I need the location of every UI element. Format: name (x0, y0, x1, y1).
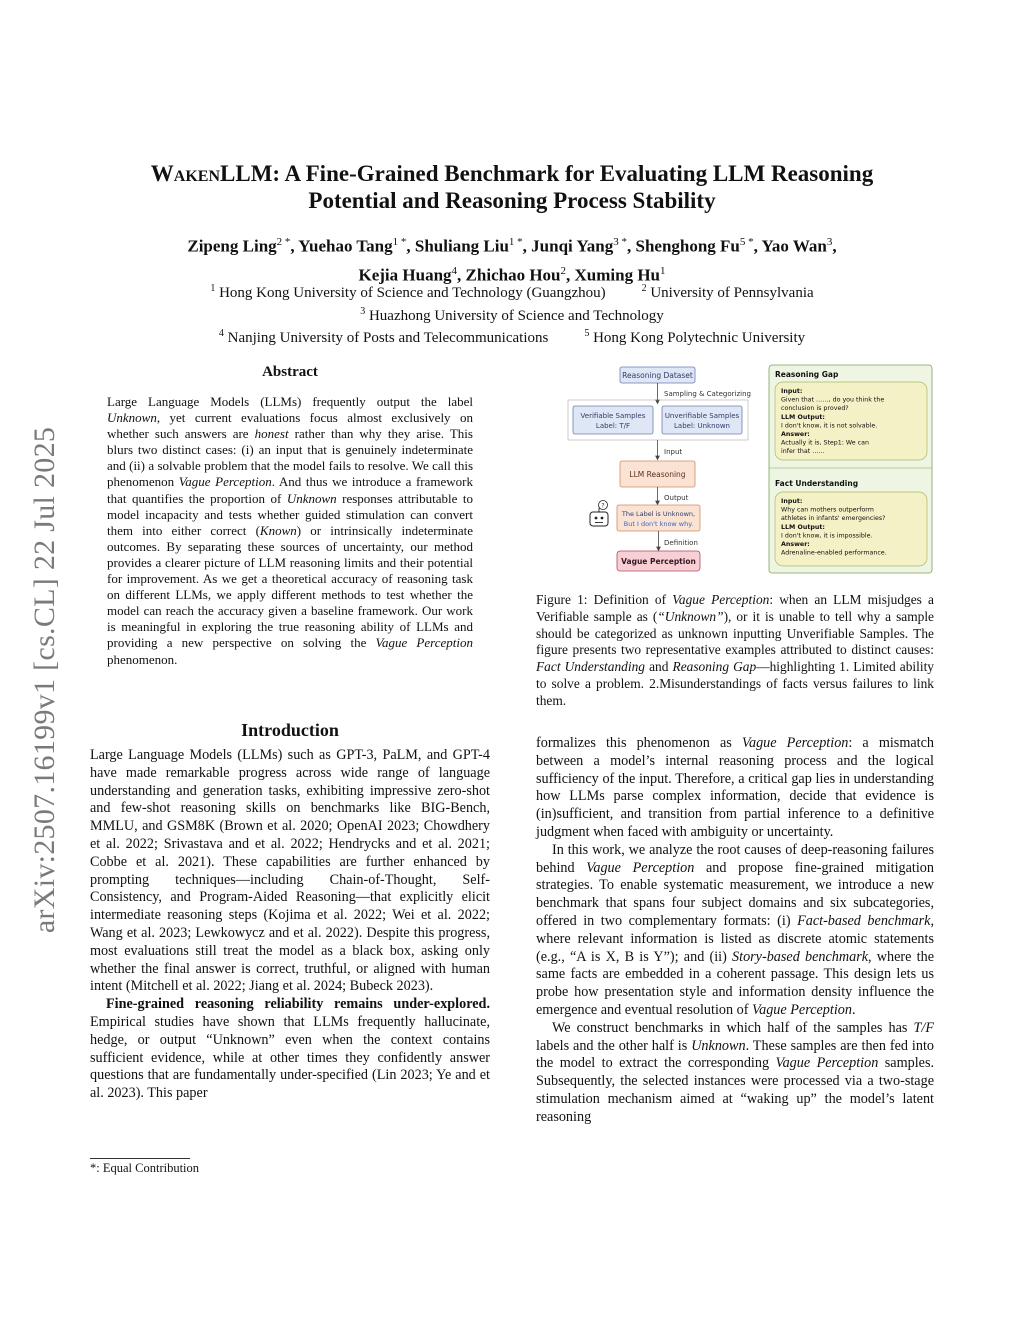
author-sup: 1 * (392, 236, 407, 248)
author-sep: , (626, 236, 636, 256)
introduction-body (90, 747, 490, 1103)
right-column-body (536, 735, 934, 1127)
title-prefix: Waken (150, 161, 221, 186)
author-sep: , (753, 236, 762, 256)
caption-text: ), or it is unable to tell why a sample should be categorized as unknown inputting Unverifiable Samples. The figure presents two representative examples attributed to distinct causes: (536, 608, 934, 658)
arxiv-stamp (20, 380, 70, 980)
reasoning-gap-line: Answer: (781, 431, 810, 438)
author-sep: , (566, 265, 575, 285)
body-text: labels and the other half is (536, 1037, 692, 1054)
reasoning-gap-line: conclusion is proved? (781, 405, 849, 413)
right-paragraph-3 (536, 1020, 934, 1127)
author-name: Yuehao Tang (298, 236, 393, 256)
dataset-label: Reasoning Dataset (622, 371, 693, 380)
output-text-1: The Label is Unknown, (621, 510, 696, 518)
body-italic: Vague Perception (775, 1055, 879, 1072)
author-sep: , (522, 236, 532, 256)
intro-paragraph-2-text: Empirical studies have shown that LLMs frequently hallucinate, hedge, or output “Unknown” even when the context contains sufficient evidence, while at other times they confidently answer questions that are fundamentally under-specified (Lin 2023; Ye and et al. 2023). This paper (90, 1013, 490, 1102)
author-sep: , (832, 236, 837, 256)
introduction-heading: Introduction (241, 720, 339, 740)
author-line-1 (100, 230, 924, 259)
author-name: Zhichao Hou (465, 265, 561, 285)
paper-title (100, 160, 924, 214)
affiliation-line-1 (100, 280, 924, 303)
author-name: Zipeng Ling (187, 236, 277, 256)
body-text: . (851, 1001, 856, 1018)
affiliation-line-2 (100, 303, 924, 326)
output-text-2: But I don't know why. (623, 520, 694, 528)
author-sup: 3 * (613, 236, 627, 248)
body-italic: Vague Perception (752, 1001, 852, 1018)
caption-text: Definition of (587, 592, 673, 607)
right-paragraph-1 (536, 735, 934, 842)
body-text: , where the same facts are embedded in a coherent passage. This design lets us probe how presentation style and information density influence the emergence and eventual resolution of (536, 948, 934, 1018)
author-sup: 2 * (276, 236, 291, 248)
author-name: Shenghong Fu (635, 236, 740, 256)
fact-understanding-line: Why can mothers outperform (781, 506, 874, 514)
caption-text: : when an LLM misjudges a Verifiable sample as ( (536, 592, 934, 624)
affiliation-5: Hong Kong Polytechnic University (593, 330, 806, 346)
input-label: Input (664, 448, 683, 456)
body-italic: Vague Perception (586, 859, 695, 876)
author-name: Junqi Yang (531, 236, 614, 256)
affil-num: 4 (218, 328, 224, 339)
body-italic: Fact-based benchmark (797, 912, 931, 929)
body-text: formalizes this phenomenon as (536, 735, 742, 751)
abstract-text: responses attributable to model incapacity and tests whether guided stimulation can convert them into either correct ( (107, 490, 473, 538)
intro-paragraph-1: Large Language Models (LLMs) such as GPT-3, PaLM, and GPT-4 have made remarkable progress across wide range of language understanding and generation tasks, exhibiting impressive zero-shot and few-shot reasoning skills on benchmarks like BIG-Bench, MMLU, and GSM8K (Brown et al. 2020; OpenAI 2023; Chowdhery et al. 2022; Srivastava and et al. 2022; Hendrycks and et al. 2021; Cobbe et al. 2021). These capabilities are further enhanced by prompting techniques—including Chain-of-Thought, Self-Consistency, and Program-Aided Reasoning—that explicitly elicit intermediate reasoning steps (Kojima et al. 2022; Wei et al. 2022; Wang et al. 2023; Lewkowycz and et al. 2022). Despite this progress, most evaluations still treat the model as a black box, asking only whether the final answer is correct, truthful, or aligned with human intent (Mitchell et al. 2022; Jiang et al. 2024; Bubeck 2023). (90, 747, 490, 995)
affil-num: 2 (641, 283, 647, 294)
body-text: : a mismatch between a model’s internal reasoning process and the logical sufficiency of the input. Therefore, a critical gap lies in understanding how LLMs parse complex information, decide that evidence is (in)sufficient, and transition from partial inference to a definitive judgment when faced with ambiguity or uncertainty. (536, 735, 934, 840)
caption-italic: Fact Understanding (536, 659, 645, 675)
body-italic: T/F (913, 1019, 934, 1036)
abstract-italic: Unknown (107, 410, 157, 426)
abstract-text: Large Language Models (LLMs) frequently output the label (107, 394, 473, 409)
intro-bold-lead: Fine-grained reasoning reliability remains under-explored. (106, 996, 490, 1013)
caption-italic: Reasoning Gap (672, 659, 757, 675)
title-line1: LLM: A Fine-Grained Benchmark for Evaluating LLM Reasoning (220, 161, 874, 186)
reasoning-gap-line: infer that …… (781, 448, 825, 456)
body-italic: Vague Perception (741, 735, 849, 751)
affiliation-3: Huazhong University of Science and Technology (368, 307, 664, 324)
footnote: *: Equal Contribution (90, 1161, 200, 1175)
output-label: Output (664, 494, 689, 502)
author-sep: , (290, 236, 299, 256)
abstract-heading: Abstract (262, 364, 318, 380)
body-text: samples. Subsequently, the selected instances were processed via a two-stage stimulation mechanism aimed at “waking up” the model’s latent reasoning (536, 1055, 935, 1125)
abstract-text: phenomenon. (107, 651, 178, 667)
fact-understanding-line: I don't know, it is impossible. (781, 532, 873, 540)
affiliation-4: Nanjing University of Posts and Telecommunications (227, 330, 549, 346)
author-list (100, 230, 924, 287)
affiliation-line-3 (100, 325, 924, 348)
body-italic: Story-based benchmark (732, 948, 869, 965)
author-sup: 1 (660, 264, 666, 277)
author-sup: 5 * (739, 236, 754, 248)
fact-understanding-line: Answer: (781, 541, 810, 548)
author-name: Kejia Huang (358, 265, 452, 285)
body-text: and propose fine-grained mitigation strategies. To enable systematic measurement, we introduce a new benchmark that spans four subject domains and six subcategories, offered in two complementary formats: (i) (536, 859, 934, 929)
fact-understanding-line: LLM Output: (781, 523, 825, 531)
unverifiable-label: Unverifiable Samples (664, 412, 740, 420)
fact-understanding-title: Fact Understanding (775, 479, 859, 488)
footnote-rule (90, 1158, 190, 1159)
abstract-text: . And thus we introduce a framework that quantifies the proportion of (107, 474, 473, 506)
author-sup: 2 (560, 264, 566, 277)
robot-icon (590, 501, 608, 527)
svg-text:?: ? (601, 502, 605, 510)
definition-label: Definition (664, 539, 698, 547)
caption-italic: Vague Perception (672, 592, 770, 607)
reasoning-gap-line: Input: (781, 388, 803, 395)
affil-num: 1 (210, 283, 216, 294)
fact-understanding-line: Adrenaline-enabled performance. (781, 549, 887, 557)
body-text: We construct benchmarks in which half of the samples has (552, 1019, 914, 1036)
affiliation-1: Hong Kong University of Science and Technology (Guangzhou) (219, 285, 606, 301)
author-name: Yao Wan (761, 236, 827, 256)
abstract-italic: honest (254, 426, 289, 442)
reasoning-gap-title: Reasoning Gap (775, 370, 839, 379)
verifiable-label: Verifiable Samples (580, 412, 646, 420)
reasoning-gap-line: LLM Output: (781, 413, 825, 421)
abstract-text: rather than why they arise. This blurs two distinct cases: (i) an input that is genuinely indeterminate and (ii) a solvable problem that the model fails to resolve. We call this phenomenon (107, 426, 473, 490)
fact-understanding-line: Input: (781, 498, 803, 505)
sampling-label: Sampling & Categorizing (664, 390, 751, 398)
abstract-text: , yet current evaluations focus almost exclusively on whether such answers are (107, 410, 473, 442)
caption-text: and (644, 659, 673, 675)
body-text: . These samples are then fed into the model to extract the corresponding (536, 1037, 934, 1072)
llm-reasoning-label: LLM Reasoning (629, 470, 686, 479)
affil-num: 3 (360, 305, 366, 317)
author-name: Xuming Hu (574, 265, 660, 285)
abstract-italic: Unknown (286, 490, 337, 506)
body-text: , where relevant information is listed as discrete atomic statements (e.g., “A is X, B is Y”); and (ii) (536, 912, 935, 965)
reasoning-gap-line: I don't know, it is not solvable. (781, 422, 878, 430)
abstract-italic: Vague Perception (375, 635, 473, 651)
arxiv-stamp-text: arXiv:2507.16199v1 [cs.CL] 22 Jul 2025 (28, 426, 61, 934)
body-italic: Unknown (691, 1037, 746, 1054)
vague-perception-label: Vague Perception (621, 557, 696, 566)
caption-text: —highlighting 1. Limited ability to solve a problem. 2.Misunderstandings of facts versus failures to link them. (536, 659, 934, 708)
author-sep: , (406, 236, 415, 256)
reasoning-gap-line: Given that ……, do you think the (781, 396, 885, 404)
author-sup: 3 (826, 236, 833, 248)
abstract-italic: Known (259, 522, 297, 538)
abstract-body (107, 394, 473, 668)
figure-1-caption (536, 592, 934, 710)
author-sup: 1 * (508, 236, 523, 248)
unverifiable-sublabel: Label: Unknown (674, 422, 730, 430)
caption-label: Figure 1: (536, 592, 588, 607)
abstract-text: ) or intrinsically indeterminate outcomes. By separating these sources of uncertainty, our method provides a clearer picture of LLM reasoning limits and their potential for improvement. As we get a theoretical accuracy of reasoning task on different LLMs, we apply different methods to test whether the model can reach the accuracy given a baseline framework. Our work is meaningful in exploring the true reasoning ability of LLMs and providing a new perspective on solving the (107, 522, 473, 651)
affiliation-2: University of Pennsylvania (650, 285, 814, 301)
author-name: Shuliang Liu (414, 236, 509, 256)
reasoning-gap-line: Actually it is, Step1: We can (781, 439, 869, 447)
author-sup: 4 (451, 264, 458, 277)
abstract-italic: Vague Perception (178, 474, 272, 490)
affil-num: 5 (584, 328, 590, 339)
author-sep: , (457, 265, 466, 285)
verifiable-sublabel: Label: T/F (595, 422, 631, 430)
fact-understanding-line: athletes in infants' emergencies? (781, 515, 886, 523)
title-line2: Potential and Reasoning Process Stability (308, 188, 716, 213)
caption-italic: “Unknown” (657, 608, 724, 624)
intro-paragraph-2 (90, 996, 490, 1103)
affiliations (100, 280, 924, 348)
body-text: In this work, we analyze the root causes of deep-reasoning failures behind (536, 841, 934, 876)
right-paragraph-2 (536, 842, 934, 1020)
figure-1-diagram (565, 362, 935, 577)
